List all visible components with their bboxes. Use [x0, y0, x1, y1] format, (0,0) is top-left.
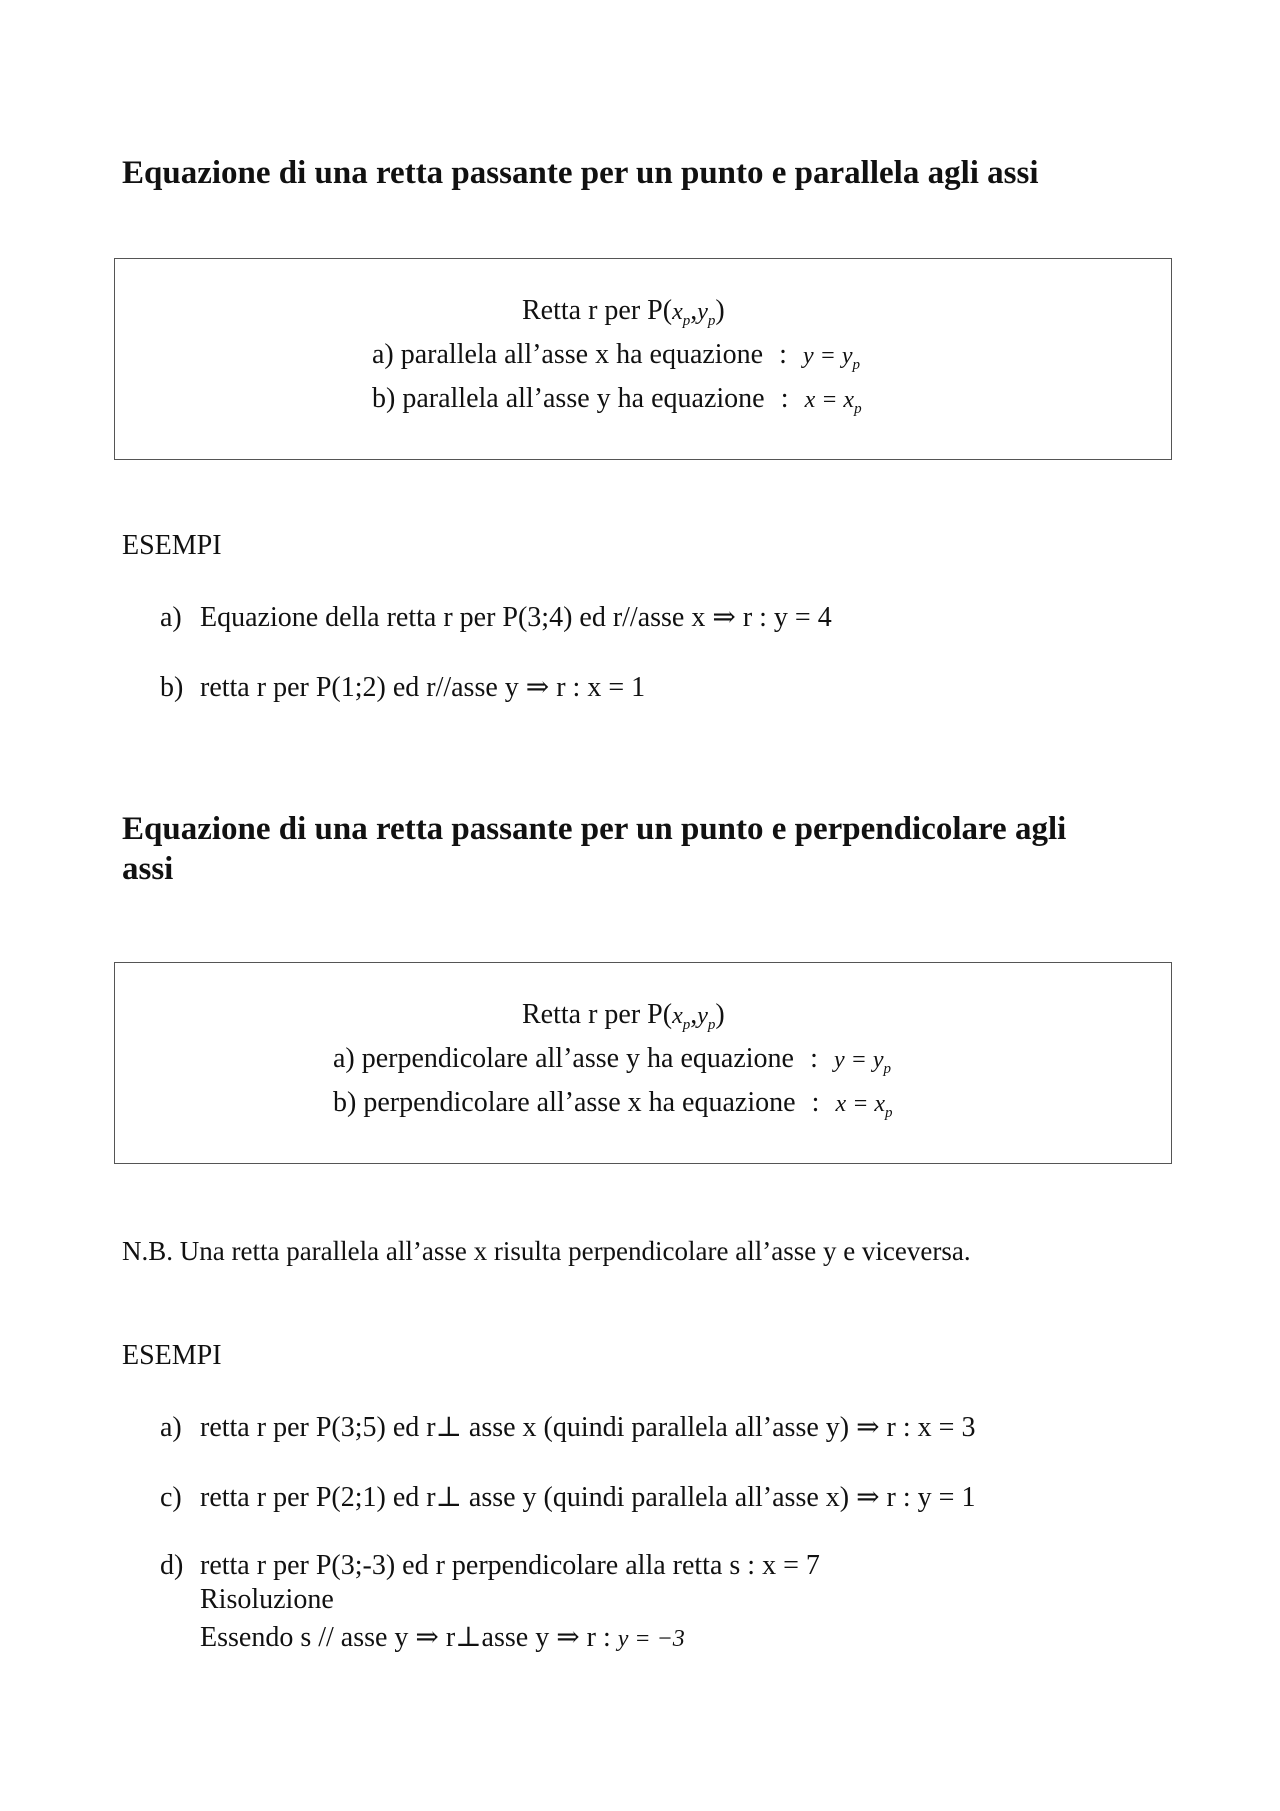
section2-title-line2: assi	[122, 851, 174, 887]
box2-line1: Retta r per $P(x_p,y_p)$	[522, 999, 725, 1033]
section2-title-line1: Equazione di una retta passante per un punto e perpendicolare agli	[122, 811, 1067, 847]
section1-example-b: b) retta r per P(1;2) ed r//asse y ⇒ r : x = 1	[160, 672, 646, 703]
section1-title: Equazione di una retta passante per un punto e parallela agli assi	[122, 155, 1039, 191]
section2-formula-box	[114, 962, 1172, 1164]
section2-note: N.B. Una retta parallela all’asse x risulta perpendicolare all’asse y e viceversa.	[122, 1236, 971, 1266]
box2-line-b: b) perpendicolare all’asse x ha equazione : $x = x_p$	[333, 1087, 893, 1121]
box1-line-a: a) parallela all’asse x ha equazione : $y = y_p$	[372, 339, 861, 373]
section1-examples-label: ESEMPI	[122, 530, 222, 561]
box1-line-b: b) parallela all’asse y ha equazione : $x = x_p$	[372, 383, 862, 417]
box2-line-a: a) perpendicolare all’asse y ha equazione : $y = y_p$	[333, 1043, 891, 1077]
section1-example-a: a) Equazione della retta r per P(3;4) ed r//asse x ⇒ r : y = 4	[160, 602, 832, 633]
solution-text: Essendo s // asse y ⇒ r⊥asse y ⇒ r : y = −3	[200, 1622, 685, 1653]
solution-label: Risoluzione	[200, 1584, 334, 1615]
box1-line1: Retta r per $P(x_p,y_p)$	[522, 295, 725, 329]
section2-example-d: d) retta r per P(3;-3) ed r perpendicolare alla retta s : x = 7	[160, 1550, 820, 1581]
section2-examples-label: ESEMPI	[122, 1340, 222, 1371]
solution-equation: y = −3	[617, 1626, 685, 1652]
section1-formula-box	[114, 258, 1172, 460]
section2-example-c: c) retta r per P(2;1) ed r⊥ asse y (quindi parallela all’asse x) ⇒ r : y = 1	[160, 1482, 976, 1513]
section2-example-a: a) retta r per P(3;5) ed r⊥ asse x (quindi parallela all’asse y) ⇒ r : x = 3	[160, 1412, 976, 1443]
